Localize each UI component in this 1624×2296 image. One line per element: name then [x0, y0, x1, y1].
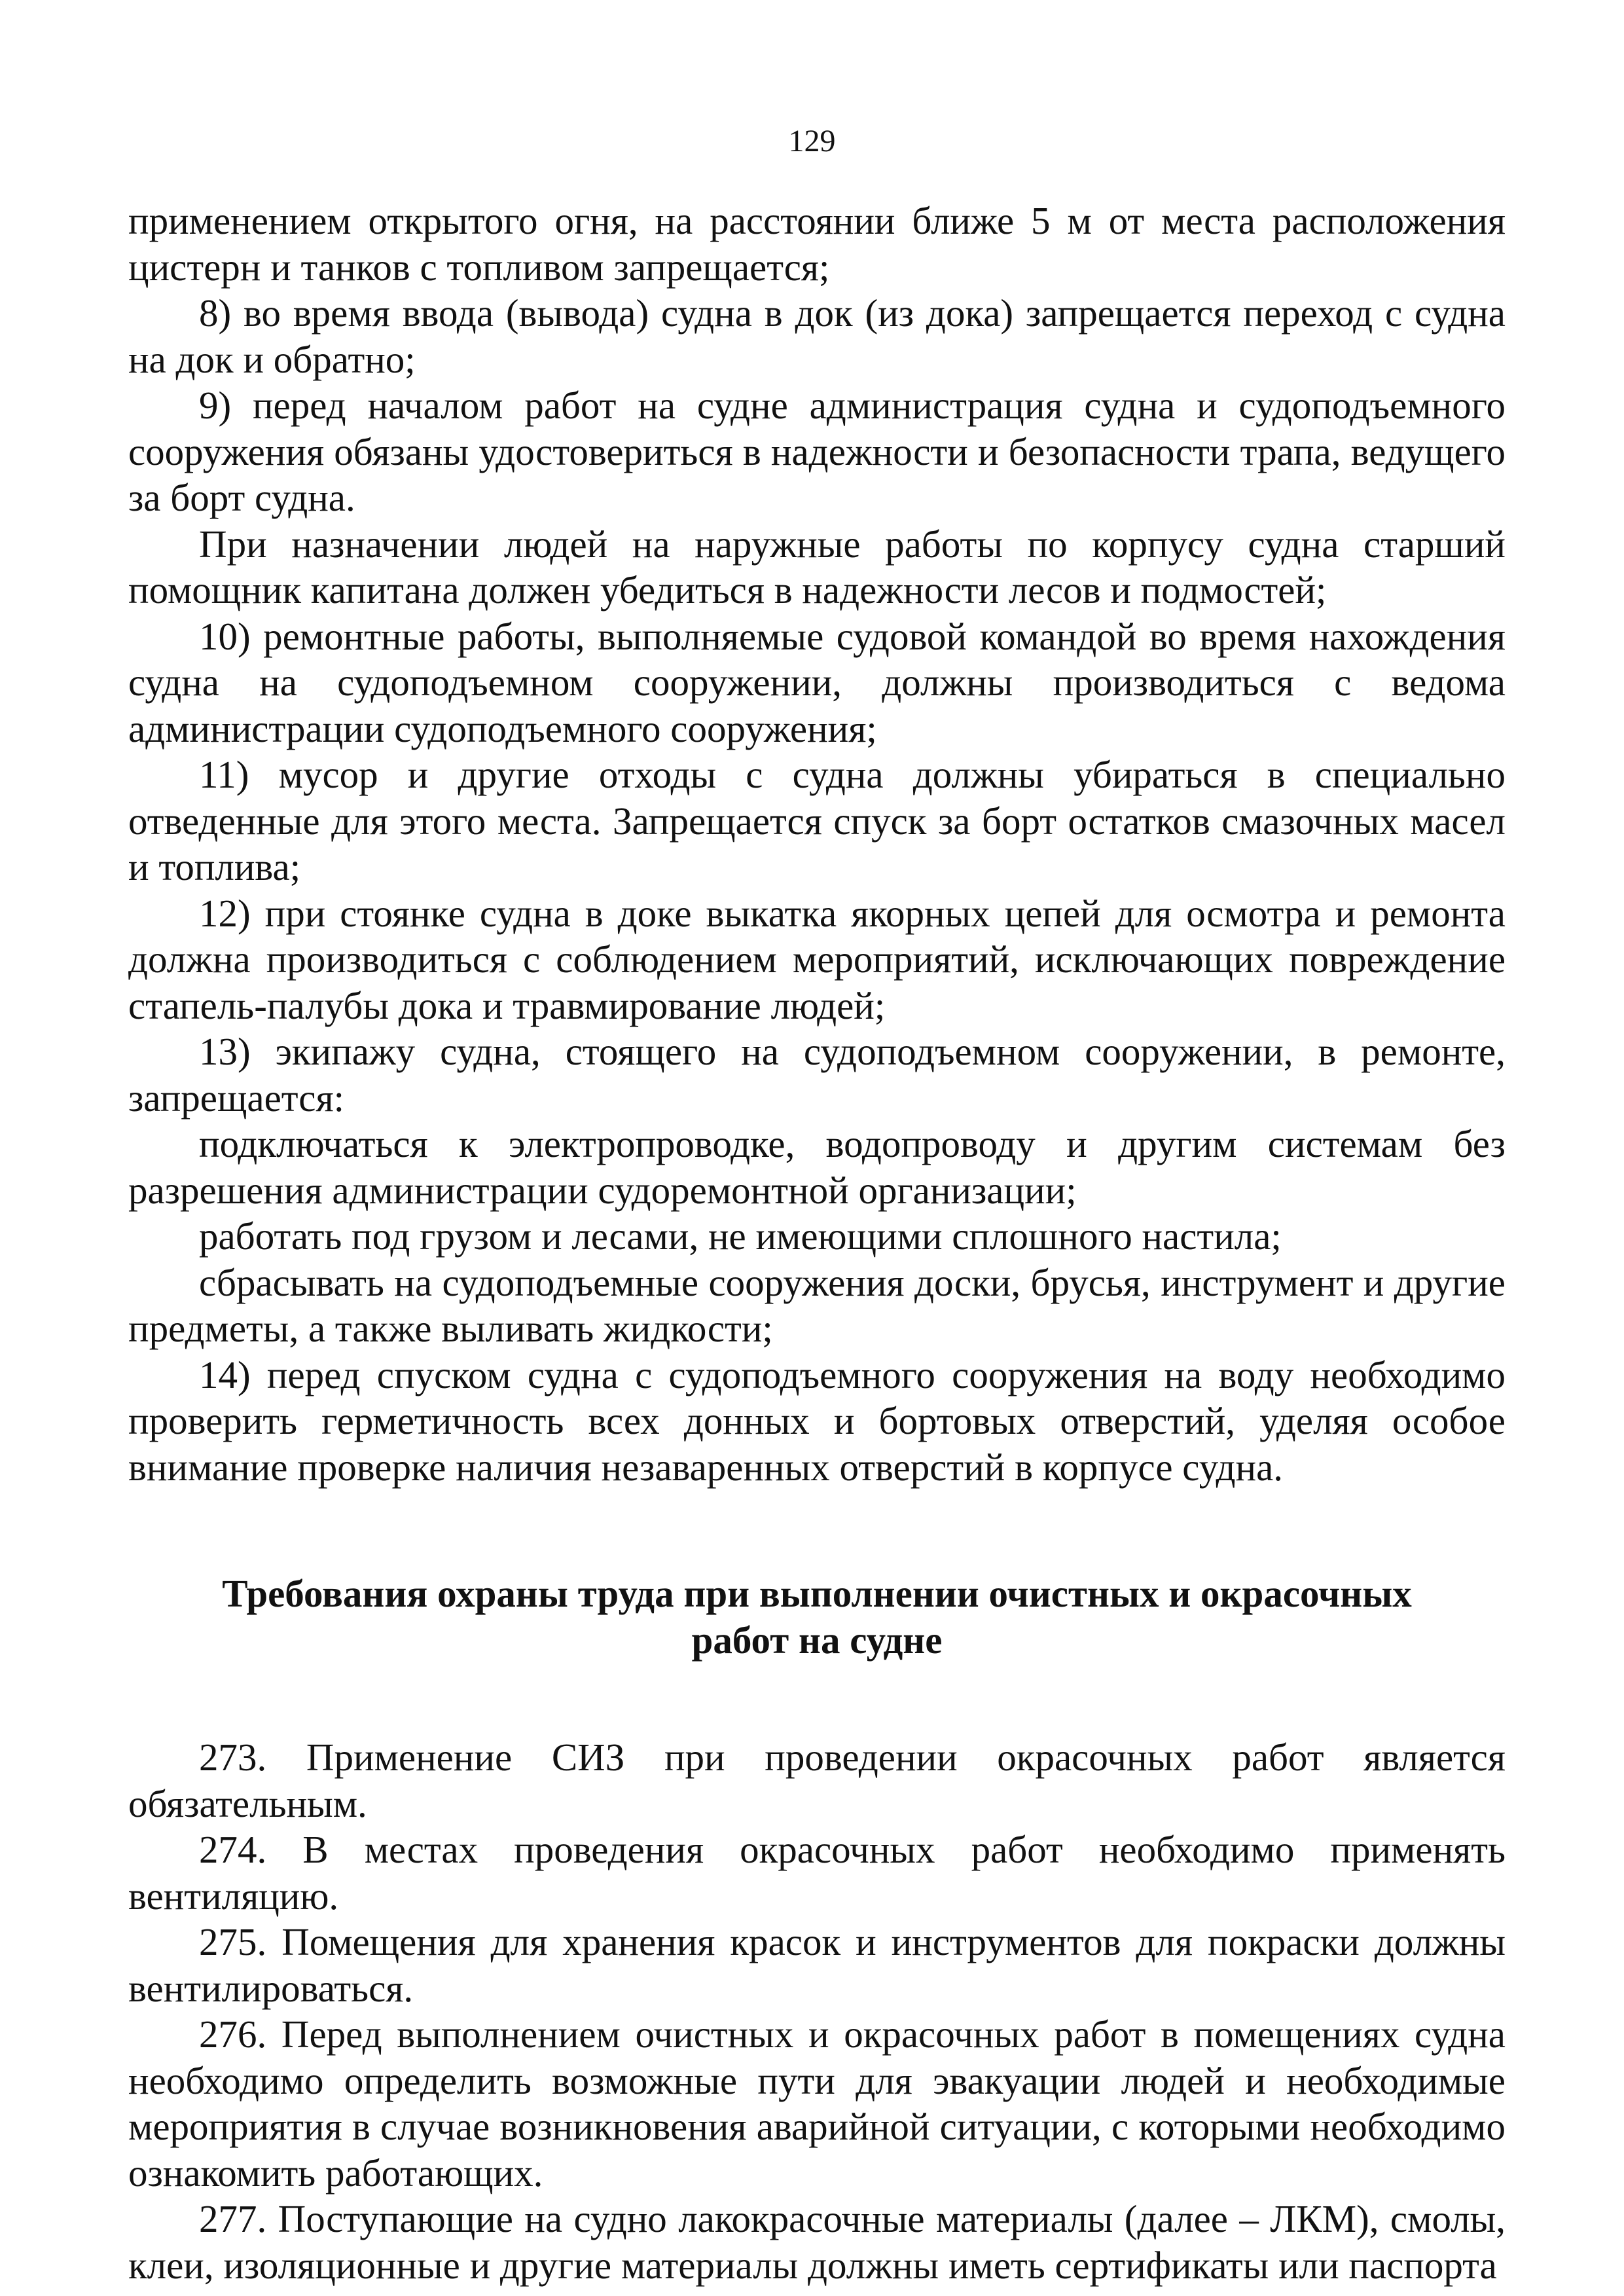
paragraph: При назначении людей на наружные работы по корпусу судна старший помощник капитана должен убедиться в надежности лесов и подмостей;	[128, 522, 1506, 611]
section-heading-line: работ на судне	[691, 1618, 943, 1662]
section-heading-line: Требования охраны труда при выполнении очистных и окрасочных	[222, 1572, 1412, 1615]
paragraph: работать под грузом и лесами, не имеющими сплошного настила;	[199, 1214, 1282, 1258]
paragraph: 11) мусор и другие отходы с судна должны убираться в специально отведенные для этого места. Запрещается спуск за борт остатков смазочных масел и топлива;	[128, 753, 1506, 888]
paragraph: сбрасывать на судоподъемные сооружения доски, брусья, инструмент и другие предметы, а также выливать жидкости;	[128, 1260, 1506, 1350]
paragraph: 10) ремонтные работы, выполняемые судовой командой во время нахождения судна на судоподъемном сооружении, должны производиться с ведома администрации судоподъемного сооружения;	[128, 614, 1506, 750]
paragraph: 8) во время ввода (вывода) судна в док (из дока) запрещается переход с судна на док и обратно;	[128, 291, 1506, 381]
paragraph: 273. Применение СИЗ при проведении окрасочных работ является обязательным.	[128, 1736, 1506, 1825]
page-number: 129	[788, 124, 836, 158]
paragraph: 9) перед началом работ на судне администрация судна и судоподъемного сооружения обязаны удостовериться в надежности и безопасности трапа, ведущего за борт судна.	[128, 384, 1506, 519]
paragraph: подключаться к электропроводке, водопроводу и другим системам без разрешения администрации судоремонтной организации;	[128, 1122, 1506, 1212]
paragraph: 276. Перед выполнением очистных и окрасочных работ в помещениях судна необходимо определить возможные пути для эвакуации людей и необходимые мероприятия в случае возникновения аварийной ситуации, с которыми необходимо ознакомить работающих.	[128, 2013, 1506, 2195]
paragraph: 277. Поступающие на судно лакокрасочные материалы (далее – ЛКМ), смолы, клеи, изоляционные и другие материалы должны иметь сертификаты или паспорта	[128, 2197, 1506, 2287]
paragraph: 275. Помещения для хранения красок и инструментов для покраски должны вентилироваться.	[128, 1920, 1506, 2010]
paragraph: 274. В местах проведения окрасочных работ необходимо применять вентиляцию.	[128, 1828, 1506, 1918]
paragraph: применением открытого огня, на расстоянии ближе 5 м от места расположения цистерн и танков с топливом запрещается;	[128, 199, 1506, 289]
section-heading	[128, 1571, 1506, 1664]
page-content	[128, 198, 1506, 2288]
paragraph: 13) экипажу судна, стоящего на судоподъемном сооружении, в ремонте, запрещается:	[128, 1030, 1506, 1120]
paragraph: 12) при стоянке судна в доке выкатка якорных цепей для осмотра и ремонта должна производиться с соблюдением мероприятий, исключающих повреждение стапель-палубы дока и травмирование людей;	[128, 891, 1506, 1027]
paragraph: 14) перед спуском судна с судоподъемного сооружения на воду необходимо проверить герметичность всех донных и бортовых отверстий, уделяя особое внимание проверке наличия незаваренных отверстий в корпусе судна.	[128, 1353, 1506, 1489]
